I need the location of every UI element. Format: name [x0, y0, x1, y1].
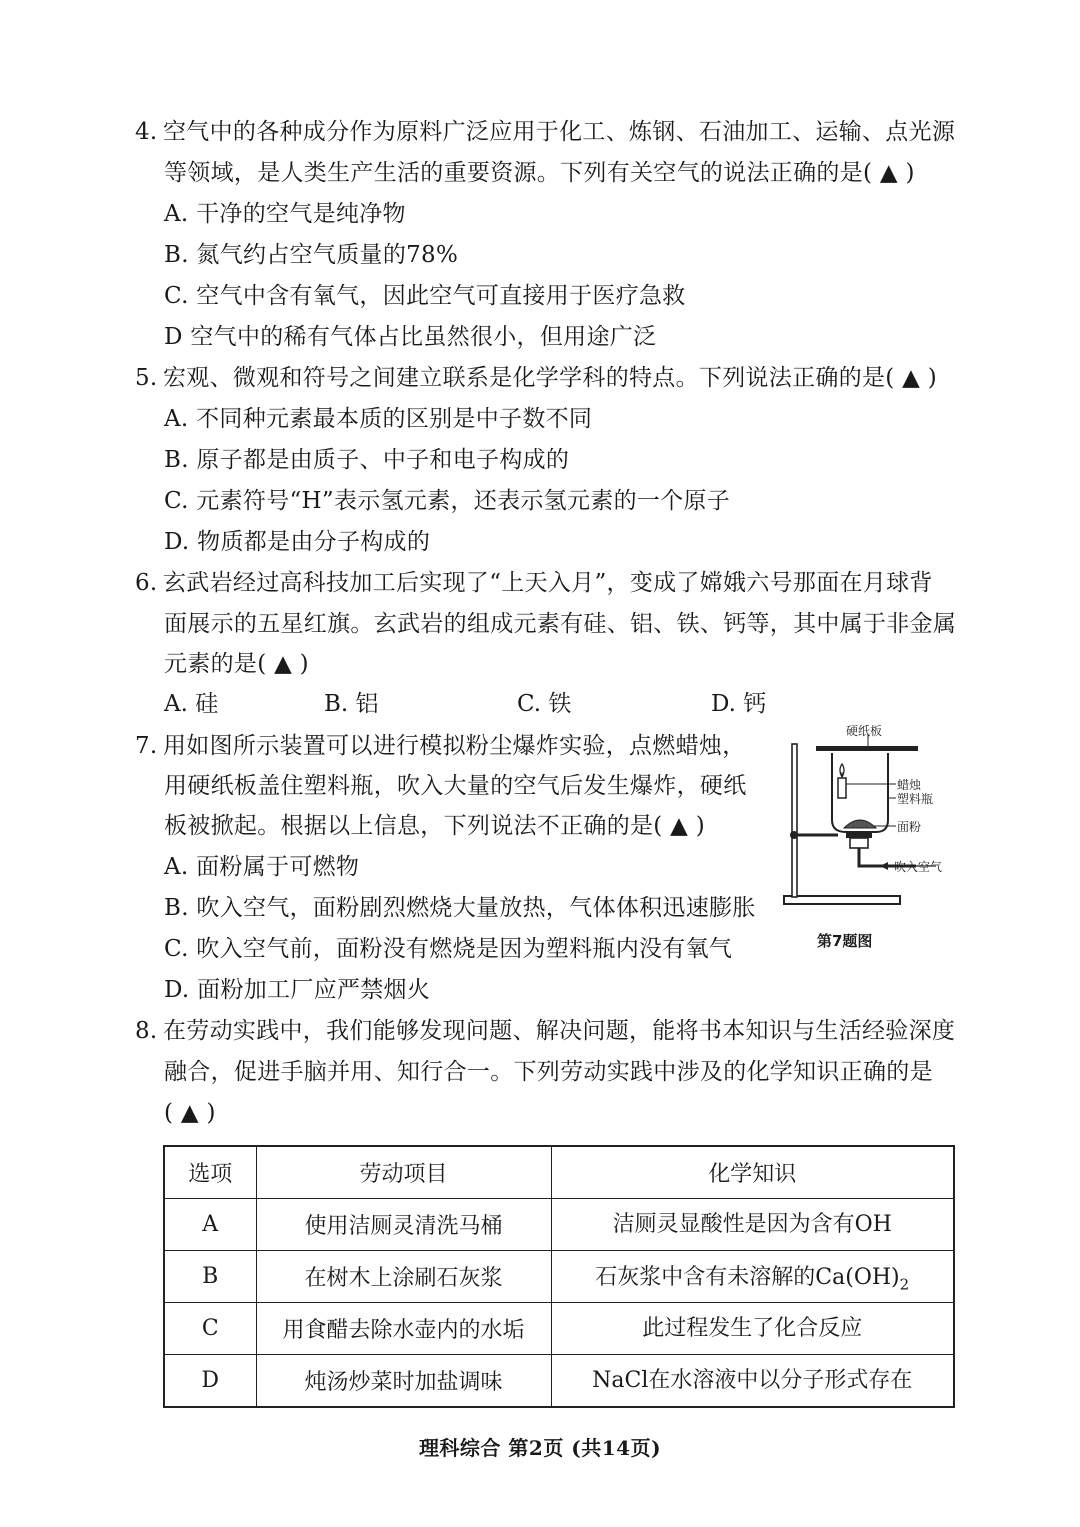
- dust-explosion-apparatus-illustration: [776, 720, 966, 920]
- q5-number: 5.: [135, 365, 158, 391]
- q4-option-b: B. 氮气约占空气质量的78%: [164, 242, 459, 268]
- header-labor-item: 劳动项目: [256, 1146, 551, 1199]
- q6-option-a: A. 硅: [164, 691, 219, 717]
- plastic-bottle-label: 塑料瓶: [897, 792, 934, 806]
- q7-option-d: D. 面粉加工厂应严禁烟火: [164, 977, 431, 1003]
- row-option: B: [164, 1251, 256, 1303]
- row-labor-item: 使用洁厕灵清洗马桶: [256, 1199, 551, 1251]
- q4-option-c: C. 空气中含有氧气，因此空气可直接用于医疗急救: [164, 283, 686, 309]
- table-row: [164, 1251, 954, 1303]
- header-option: 选项: [164, 1146, 256, 1199]
- row-option: C: [164, 1303, 256, 1355]
- q6-option-c: C. 铁: [517, 691, 572, 717]
- q7-apparatus-figure: [776, 720, 966, 956]
- q6-stem-line-2: 面展示的五星红旗。玄武岩的组成元素有硅、铝、铁、钙等，其中属于非金属: [164, 611, 957, 637]
- q8-stem-line-1: 8. 在劳动实践中，我们能够发现问题、解决问题，能将书本知识与生活经验深度: [135, 1015, 955, 1047]
- q7-number: 7.: [135, 733, 158, 759]
- header-chemistry-knowledge: 化学知识: [551, 1146, 954, 1199]
- q6-number: 6.: [135, 570, 158, 596]
- row-option: D: [164, 1355, 256, 1408]
- table-row: [164, 1199, 954, 1251]
- q7-stem-line-3: 板被掀起。根据以上信息，下列说法不正确的是( ▲ ): [164, 813, 706, 839]
- q7-stem-line-1: 7. 用如图所示装置可以进行模拟粉尘爆炸实验，点燃蜡烛，: [135, 730, 746, 762]
- row-knowledge: 洁厕灵显酸性是因为含有OH: [551, 1199, 954, 1251]
- q8-stem-line-2: 融合，促进手脑并用、知行合一。下列劳动实践中涉及的化学知识正确的是: [164, 1059, 933, 1085]
- q5-option-b: B. 原子都是由质子、中子和电子构成的: [164, 447, 570, 473]
- row-knowledge: 石灰浆中含有未溶解的$Ca(OH)_2$: [551, 1251, 954, 1303]
- row-labor-item: 用食醋去除水壶内的水垢: [256, 1303, 551, 1355]
- candle-label: 蜡烛: [897, 778, 922, 792]
- table-row: [164, 1355, 954, 1408]
- q4-option-a: A. 干净的空气是纯净物: [164, 201, 406, 227]
- q5-option-d: D. 物质都是由分子构成的: [164, 529, 431, 555]
- row-option: A: [164, 1199, 256, 1251]
- q4-option-d: D 空气中的稀有气体占比虽然很小，但用途广泛: [164, 324, 657, 350]
- row-labor-item: 在树木上涂刷石灰浆: [256, 1251, 551, 1303]
- q7-option-b: B. 吹入空气，面粉剧烈燃烧大量放热，气体体积迅速膨胀: [164, 895, 756, 921]
- page-footer: 理科综合 第2页 (共14页): [418, 1436, 662, 1460]
- q4-stem-line-1: 4. 空气中的各种成分作为原料广泛应用于化工、炼钢、石油加工、运输、点光源: [135, 116, 955, 148]
- q4-stem-line-2: 等领域，是人类生产生活的重要资源。下列有关空气的说法正确的是( ▲ ): [164, 160, 915, 186]
- q7-option-c: C. 吹入空气前，面粉没有燃烧是因为塑料瓶内没有氧气: [164, 936, 733, 962]
- q6-option-d: D. 钙: [711, 691, 767, 717]
- table-header-row: [164, 1146, 954, 1199]
- q7-stem-line-2: 用硬纸板盖住塑料瓶，吹入大量的空气后发生爆炸，硬纸: [164, 773, 747, 799]
- q6-options: [164, 688, 784, 720]
- q5-option-a: A. 不同种元素最本质的区别是中子数不同: [164, 406, 593, 432]
- labor-practice-table: [163, 1145, 955, 1408]
- row-knowledge: 此过程发生了化合反应: [551, 1303, 954, 1355]
- q5-stem-line-1: 5. 宏观、微观和符号之间建立联系是化学学科的特点。下列说法正确的是( ▲ ): [135, 362, 937, 394]
- row-knowledge: NaCl在水溶液中以分子形式存在: [551, 1355, 954, 1408]
- q6-option-b: B. 铝: [324, 691, 379, 717]
- blow-air-label: 吹入空气: [894, 860, 943, 874]
- row-labor-item: 炖汤炒菜时加盐调味: [256, 1355, 551, 1408]
- q8-stem-line-3: ( ▲ ): [164, 1100, 216, 1126]
- q8-number: 8.: [135, 1018, 158, 1044]
- table-row: [164, 1303, 954, 1355]
- q5-option-c: C. 元素符号“H”表示氢元素，还表示氢元素的一个原子: [164, 488, 731, 514]
- q6-stem-line-3: 元素的是( ▲ ): [164, 651, 309, 677]
- q6-stem-line-1: 6. 玄武岩经过高科技加工后实现了“上天入月”，变成了嫦娥六号那面在月球背: [135, 567, 933, 599]
- cardboard-label: 硬纸板: [846, 724, 883, 738]
- flour-label: 面粉: [897, 820, 922, 834]
- figure-caption: 第7题图: [817, 932, 873, 950]
- q7-option-a: A. 面粉属于可燃物: [164, 854, 360, 880]
- q4-number: 4.: [135, 119, 158, 145]
